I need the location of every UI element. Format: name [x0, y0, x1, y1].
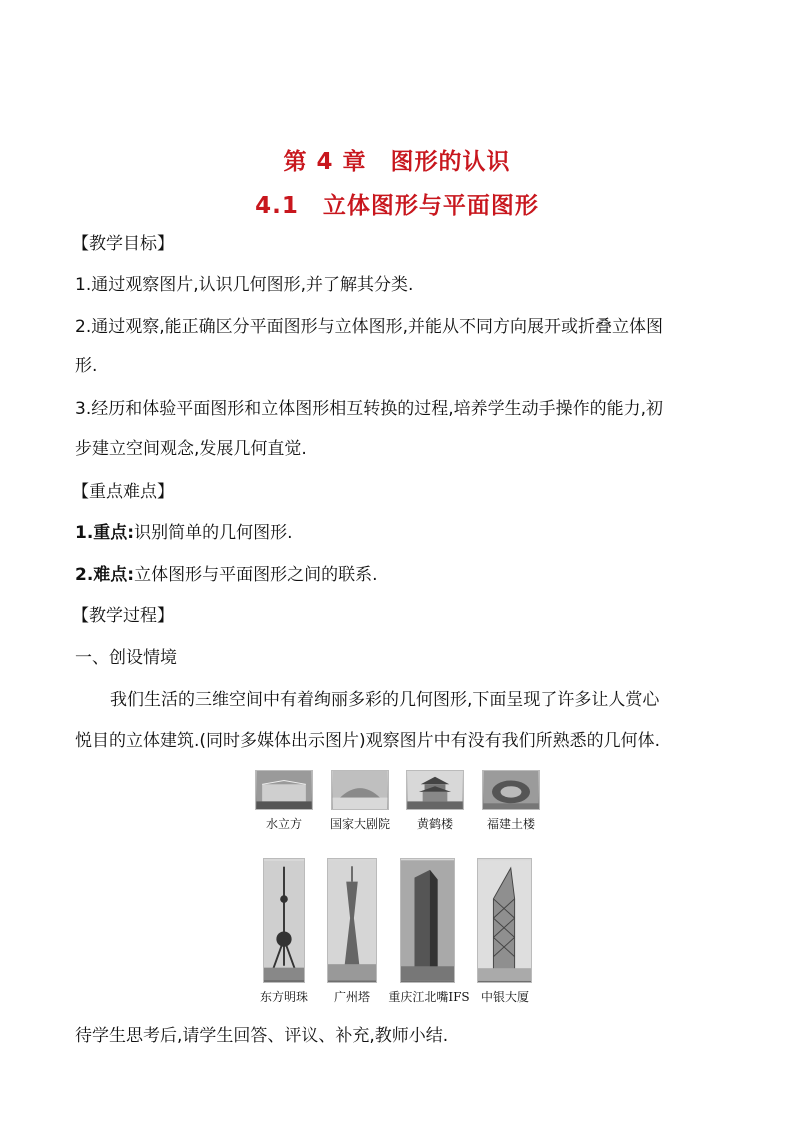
photo-water-cube [255, 770, 313, 810]
objective-3-cont: 步建立空间观念,发展几何直觉. [75, 439, 307, 459]
caption-bank-of-china-tower: 中银大厦 [480, 990, 529, 1004]
caption-canton-tower: 广州塔 [333, 990, 370, 1004]
closing-line: 待学生思考后,请学生回答、评议、补充,教师小结. [75, 1026, 449, 1046]
photo-chongqing-ifs [400, 858, 455, 983]
photo-national-theatre [331, 770, 389, 810]
objectives-heading: 【教学目标】 [72, 234, 174, 254]
photo-canton-tower [327, 858, 377, 983]
difficult-point [75, 563, 725, 587]
caption-fujian-tulou: 福建土楼 [486, 817, 535, 831]
objective-2-cont: 形. [75, 356, 98, 376]
caption-chongqing-ifs: 重庆江北嘴IFS [388, 990, 470, 1004]
section-title: 4.1 立体图形与平面图形 [255, 193, 539, 219]
caption-oriental-pearl: 东方明珠 [259, 990, 308, 1004]
difficult-point-label: 2.难点: [75, 565, 135, 585]
scenario-paragraph-line-2: 悦目的立体建筑.(同时多媒体出示图片)观察图片中有没有我们所熟悉的几何体. [75, 731, 661, 751]
key-point [75, 521, 725, 545]
keypoints-heading: 【重点难点】 [72, 482, 174, 502]
objective-2: 2.通过观察,能正确区分平面图形与立体图形,并能从不同方向展开或折叠立体图 [75, 317, 664, 337]
caption-national-theatre: 国家大剧院 [329, 817, 390, 831]
key-point-label: 1.重点: [75, 523, 135, 543]
difficult-point-text: 立体图形与平面图形之间的联系. [134, 565, 378, 585]
scenario-paragraph-line-1: 我们生活的三维空间中有着绚丽多彩的几何图形,下面呈现了许多让人赏心 [110, 690, 660, 710]
process-subheading: 一、创设情境 [75, 648, 177, 668]
objective-3: 3.经历和体验平面图形和立体图形相互转换的过程,培养学生动手操作的能力,初 [75, 399, 664, 419]
photo-oriental-pearl [263, 858, 305, 983]
process-heading: 【教学过程】 [72, 606, 174, 626]
photo-fujian-tulou [482, 770, 540, 810]
photo-bank-of-china-tower [477, 858, 532, 983]
objective-1: 1.通过观察图片,认识几何图形,并了解其分类. [75, 275, 414, 295]
caption-yellow-crane-tower: 黄鹤楼 [416, 817, 453, 831]
caption-water-cube: 水立方 [265, 817, 302, 831]
chapter-title: 第 4 章 图形的认识 [283, 149, 511, 175]
photo-yellow-crane-tower [406, 770, 464, 810]
key-point-text: 识别简单的几何图形. [134, 523, 293, 543]
